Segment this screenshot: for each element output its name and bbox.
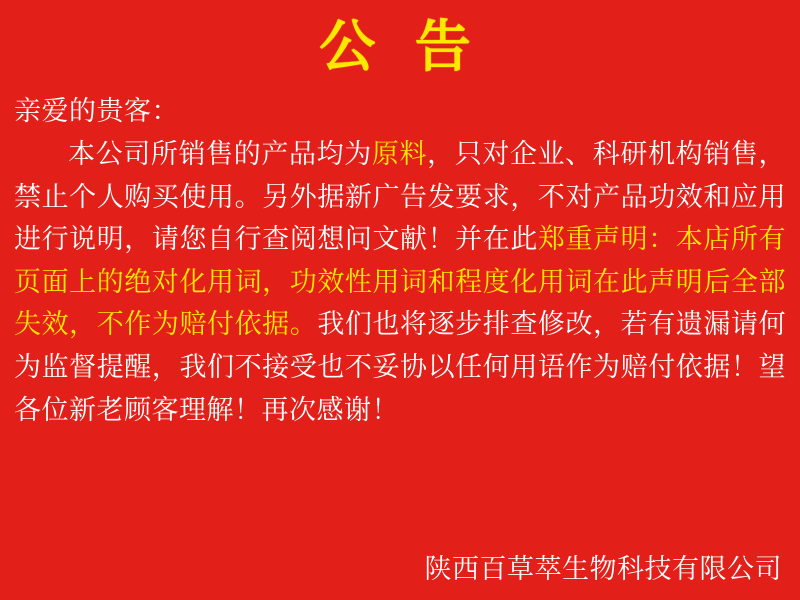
paragraph-segment-3: 我们也将逐步排查修改，若有遗漏请何为监督提醒，我们不接受也不妥协以任何用语作为赔付依据！望各位新老顾客理解！再次感谢！ — [14, 309, 787, 426]
company-signature: 陕西百草萃生物科技有限公司 — [424, 554, 782, 585]
highlight-solemn-statement: 郑重声明：本店所有页面上的绝对化用词，功效性用词和程度化用词在此声明后全部失效，不作为赔付依据。 — [14, 224, 787, 341]
paragraph-segment-2: ，只对企业、科研机构销售，禁止个人购买使用。另外据新广告发要求，不对产品功效和应用进行说明，请您自行查阅想问文献！并在此 — [14, 138, 787, 256]
highlight-raw-material: 原料 — [371, 138, 428, 170]
announcement-paragraph — [14, 134, 786, 433]
paragraph-segment-1: 本公司所销售的产品均为 — [68, 138, 372, 170]
greeting-line: 亲爱的贵客： — [14, 96, 179, 128]
announcement-body — [0, 81, 800, 432]
page-title: 公 告 — [319, 15, 481, 80]
